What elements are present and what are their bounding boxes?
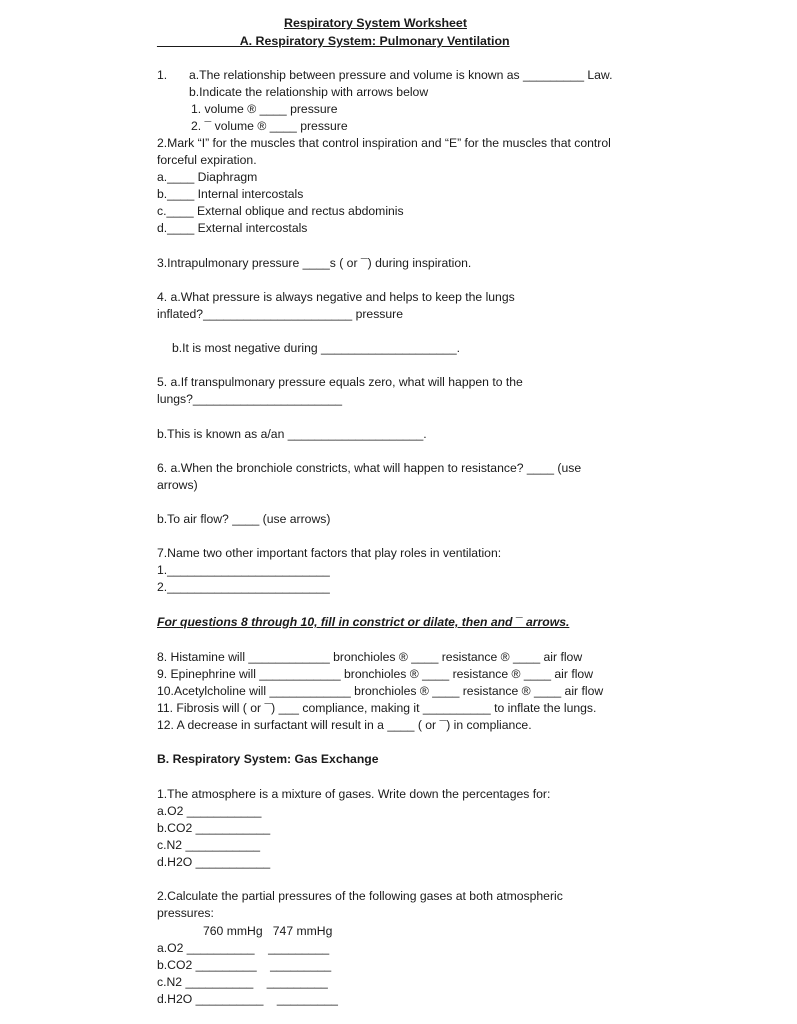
q7-item-2: 2.________________________ xyxy=(157,580,330,594)
b-q2-prompt-line2: pressures: xyxy=(157,906,214,920)
b-q1-item-c: c.N2 ___________ xyxy=(157,838,261,852)
b-q1-prompt: 1.The atmosphere is a mixture of gases. Write down the percentages for: xyxy=(157,787,551,801)
q5-part-b: b.This is known as a/an ____________________. xyxy=(157,427,427,441)
q4-part-b: b.It is most negative during ____________________. xyxy=(172,341,460,355)
b-q1-item-b: b.CO2 ___________ xyxy=(157,821,271,835)
q1-part-a: a.The relationship between pressure and volume is known as _________ Law. xyxy=(189,68,613,82)
q12-surfactant: 12. A decrease in surfactant will result in a ____ ( or ¯) in compliance. xyxy=(157,718,532,732)
b-q1-item-d: d.H2O ___________ xyxy=(157,855,271,869)
section-b-heading: B. Respiratory System: Gas Exchange xyxy=(157,752,379,766)
q5-part-a-line1: 5. a.If transpulmonary pressure equals zero, what will happen to the xyxy=(157,375,523,389)
questions-8-10-instructions: For questions 8 through 10, fill in constrict or dilate, then and ¯ arrows. xyxy=(157,615,570,629)
q7-prompt: 7.Name two other important factors that play roles in ventilation: xyxy=(157,546,502,560)
q6-part-a-line2: arrows) xyxy=(157,478,198,492)
b-q2-item-d: d.H2O __________ _________ xyxy=(157,992,338,1006)
b-q1-item-a: a.O2 ___________ xyxy=(157,804,262,818)
q10-acetylcholine: 10.Acetylcholine will ____________ bronchioles ® ____ resistance ® ____ air flow xyxy=(157,684,604,698)
q2-prompt-line1: 2.Mark “I” for the muscles that control inspiration and “E” for the muscles that control xyxy=(157,136,611,150)
worksheet-title: Respiratory System Worksheet xyxy=(284,16,467,30)
q6-part-a-line1: 6. a.When the bronchiole constricts, what will happen to resistance? ____ (use xyxy=(157,461,582,475)
q4-part-a-line1: 4. a.What pressure is always negative and helps to keep the lungs xyxy=(157,290,515,304)
b-q2-prompt-line1: 2.Calculate the partial pressures of the following gases at both atmospheric xyxy=(157,889,563,903)
q2-item-a: a.____ Diaphragm xyxy=(157,170,258,184)
q3-prompt: 3.Intrapulmonary pressure ____s ( or ¯) during inspiration. xyxy=(157,256,472,270)
q4-part-a-line2: inflated?______________________ pressure xyxy=(157,307,403,321)
q8-histamine: 8. Histamine will ____________ bronchioles ® ____ resistance ® ____ air flow xyxy=(157,650,583,664)
q9-epinephrine: 9. Epinephrine will ____________ bronchioles ® ____ resistance ® ____ air flow xyxy=(157,667,594,681)
b-q2-item-a: a.O2 __________ _________ xyxy=(157,941,330,955)
section-a-heading: ____________A. Respiratory System: Pulmonary Ventilation xyxy=(157,34,510,48)
b-q2-item-c: c.N2 __________ _________ xyxy=(157,975,328,989)
q5-part-a-line2: lungs?______________________ xyxy=(157,392,343,406)
q2-item-b: b.____ Internal intercostals xyxy=(157,187,304,201)
q1-number: 1. xyxy=(157,68,168,82)
b-q2-column-headers: 760 mmHg 747 mmHg xyxy=(203,924,333,938)
q2-item-c: c.____ External oblique and rectus abdominis xyxy=(157,204,404,218)
q1-item-1: 1. volume ® ____ pressure xyxy=(191,102,338,116)
q2-prompt-line2: forceful expiration. xyxy=(157,153,257,167)
q6-part-b: b.To air flow? ____ (use arrows) xyxy=(157,512,331,526)
b-q2-item-b: b.CO2 _________ _________ xyxy=(157,958,332,972)
q11-fibrosis: 11. Fibrosis will ( or ¯) ___ compliance, making it __________ to inflate the lungs. xyxy=(157,701,597,715)
q2-item-d: d.____ External intercostals xyxy=(157,221,308,235)
q1-item-2: 2. ¯ volume ® ____ pressure xyxy=(191,119,348,133)
q1-part-b: b.Indicate the relationship with arrows below xyxy=(189,85,429,99)
q7-item-1: 1.________________________ xyxy=(157,563,330,577)
